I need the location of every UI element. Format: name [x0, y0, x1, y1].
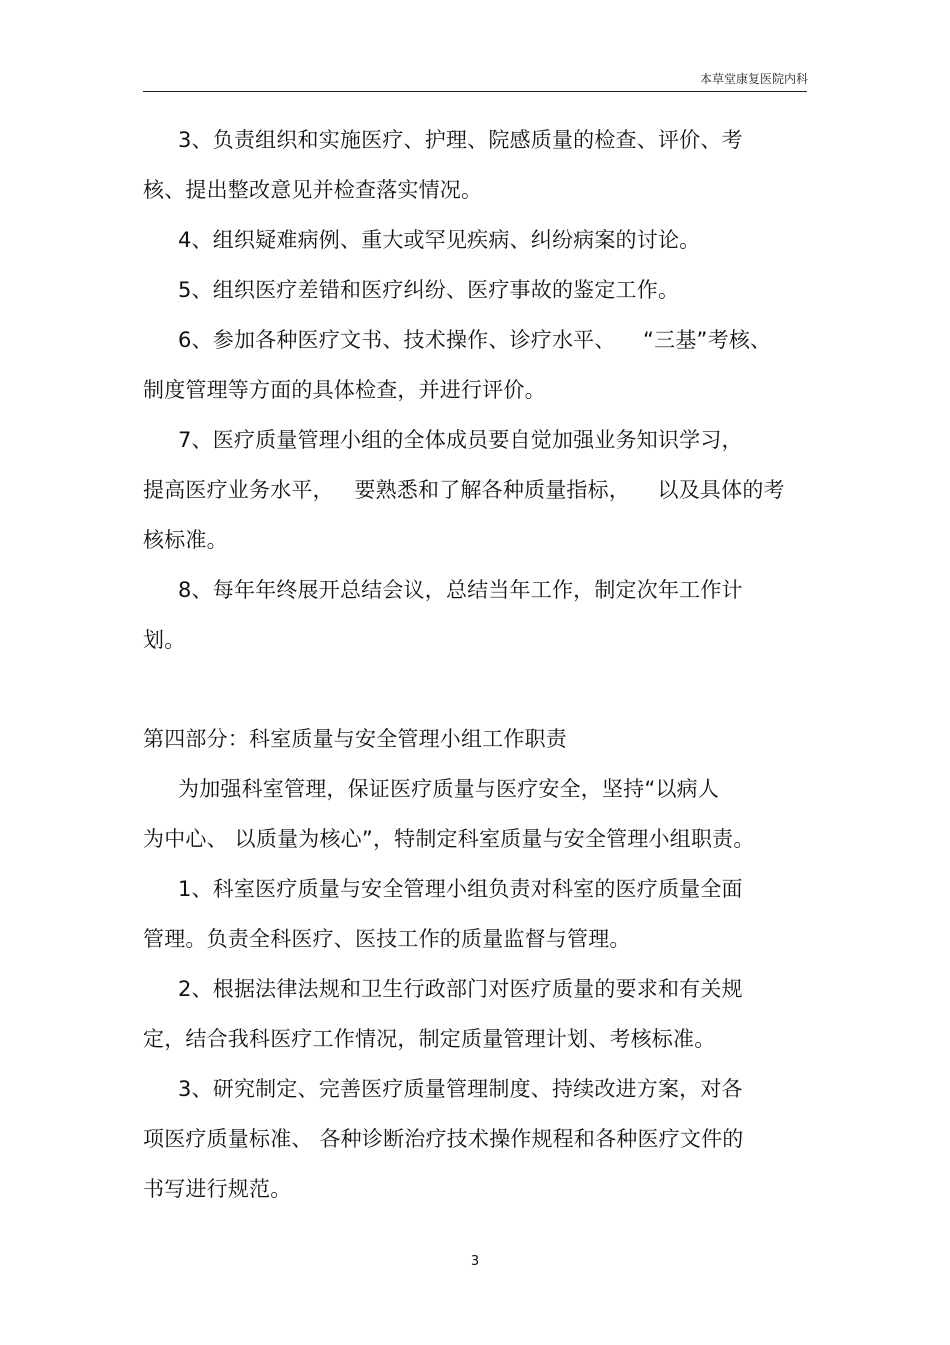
paragraph-line: 划。: [143, 628, 186, 652]
header-divider: [143, 91, 807, 92]
paragraph-line: 制度管理等方面的具体检查，并进行评价。: [143, 378, 546, 402]
paragraph-line: 为中心、 以质量为核心”，特制定科室质量与安全管理小组职责。: [143, 827, 755, 851]
paragraph-line: 定，结合我科医疗工作情况，制定质量管理计划、考核标准。: [143, 1027, 716, 1051]
paragraph-line: 3、负责组织和实施医疗、护理、院感质量的检查、评价、考: [178, 128, 743, 152]
paragraph-line: 2、根据法律法规和卫生行政部门对医疗质量的要求和有关规: [178, 977, 743, 1001]
paragraph-line: 1、科室医疗质量与安全管理小组负责对科室的医疗质量全面: [178, 877, 743, 901]
paragraph-line: 为加强科室管理，保证医疗质量与医疗安全，坚持“以病人: [178, 777, 720, 801]
paragraph-line: 书写进行规范。: [143, 1177, 292, 1201]
paragraph-line: 8、每年年终展开总结会议，总结当年工作，制定次年工作计: [178, 578, 743, 602]
section-heading: 第四部分：科室质量与安全管理小组工作职责: [143, 727, 567, 751]
paragraph-line: 3、研究制定、完善医疗质量管理制度、持续改进方案，对各: [178, 1077, 743, 1101]
header-title: 本草堂康复医院内科: [699, 72, 808, 86]
paragraph-line: 4、组织疑难病例、重大或罕见疾病、纠纷病案的讨论。: [178, 228, 701, 252]
paragraph-line: 提高医疗业务水平， 要熟悉和了解各种质量指标， 以及具体的考: [143, 478, 785, 502]
paragraph-line: 6、参加各种医疗文书、技术操作、诊疗水平、 “三基”考核、: [178, 328, 772, 352]
paragraph-line: 7、医疗质量管理小组的全体成员要自觉加强业务知识学习，: [178, 428, 743, 452]
paragraph-line: 管理。负责全科医疗、医技工作的质量监督与管理。: [143, 927, 631, 951]
paragraph-line: 核标准。: [143, 528, 228, 552]
paragraph-line: 项医疗质量标准、 各种诊断治疗技术操作规程和各种医疗文件的: [143, 1127, 744, 1151]
paragraph-line: 5、组织医疗差错和医疗纠纷、医疗事故的鉴定工作。: [178, 278, 680, 302]
page-number: 3: [470, 1254, 480, 1269]
paragraph-line: 核、提出整改意见并检查落实情况。: [143, 178, 483, 202]
